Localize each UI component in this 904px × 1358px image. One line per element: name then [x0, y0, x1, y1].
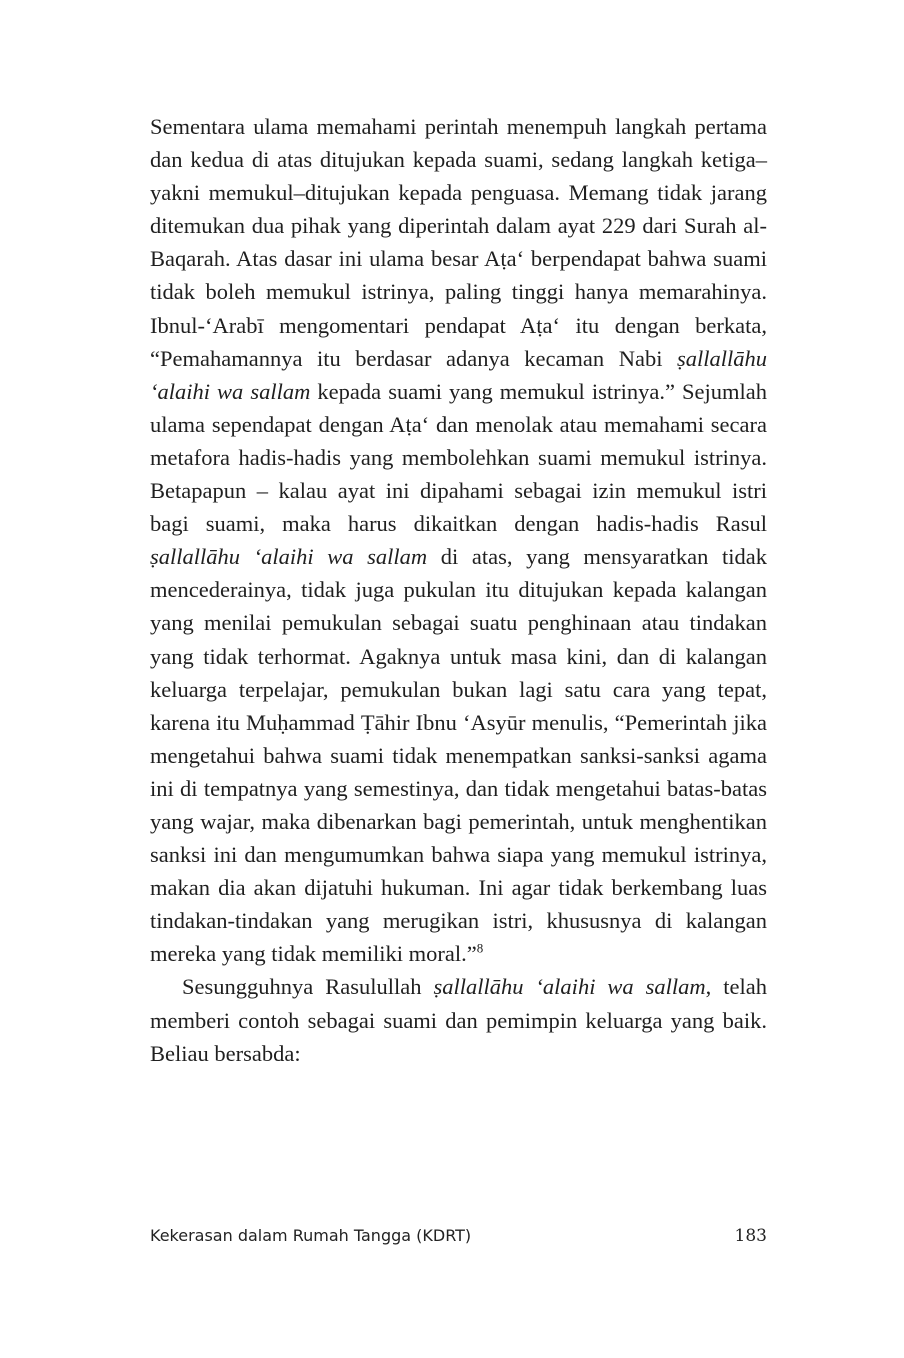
paragraph-2 [150, 970, 767, 1069]
honorific-italic: ṣallallāhu ‘alaihi wa sallam [150, 544, 428, 570]
paragraph-1-text-a: Sementara ulama memahami perintah menempuh langkah pertama dan kedua di atas ditujukan kepada suami, sedang langkah ketiga–yakni memukul–ditujukan kepada penguasa. Memang tidak jarang ditemukan dua pihak yang diperintah dalam ayat 229 dari Surah al-Baqarah. Atas dasar ini ulama besar Aṭa‘ berpendapat bahwa suami tidak boleh memukul istrinya, paling tinggi hanya memarahinya. Ibnul-‘Arabī mengomentari pendapat Aṭa‘ itu dengan berkata, “Pemahamannya itu berdasar adanya kecaman Nabi [150, 114, 767, 371]
page-footer [150, 1222, 767, 1250]
honorific-italic: ṣallallāhu ‘alaihi wa sallam [433, 974, 706, 1000]
honorific-italic: ṣallallāhu ‘alaihi wa sallam [150, 345, 767, 404]
body-text [150, 110, 767, 1070]
footnote-reference[interactable]: 8 [476, 940, 484, 956]
paragraph-1-text-b: kepada suami yang memukul istrinya.” Sejumlah ulama sependapat dengan Aṭa‘ dan menolak atau memahami secara metafora hadis-hadis yang membolehkan suami memukul istrinya. Betapapun – kalau ayat ini dipahami sebagai izin memukul istri bagi suami, maka harus dikaitkan dengan hadis-hadis Rasul [150, 378, 767, 537]
paragraph-1 [150, 110, 767, 970]
paragraph-2-text-b: , telah memberi contoh sebagai suami dan pemimpin keluarga yang baik. Beliau bersabda: [150, 974, 768, 1066]
page-number: 183 [734, 1226, 767, 1246]
paragraph-2-text-a: Sesungguhnya Rasulullah [182, 974, 434, 1000]
paragraph-1-text-c: di atas, yang mensyaratkan tidak mencederainya, tidak juga pukulan itu ditujukan kepada kalangan yang menilai pemukulan sebagai suatu penghinaan atau tindakan yang tidak terhormat. Agaknya untuk masa kini, dan di kalangan keluarga terpelajar, pemukulan bukan lagi satu cara yang tepat, karena itu Muḥammad Ṭāhir Ibnu ‘Asyūr menulis, “Pemerintah jika mengetahui bahwa suami tidak menempatkan sanksi-sanksi agama ini di tempatnya yang semestinya, dan tidak mengetahui batas-batas yang wajar, maka dibenarkan bagi pemerintah, untuk menghentikan sanksi ini dan mengumumkan bahwa siapa yang memukul istrinya, makan dia akan dijatuhi hukuman. Ini agar tidak berkembang luas tindakan-tindakan yang merugikan istri, khususnya di kalangan mereka yang tidak memiliki moral.” [150, 544, 767, 967]
running-title: Kekerasan dalam Rumah Tangga (KDRT) [150, 1226, 472, 1245]
